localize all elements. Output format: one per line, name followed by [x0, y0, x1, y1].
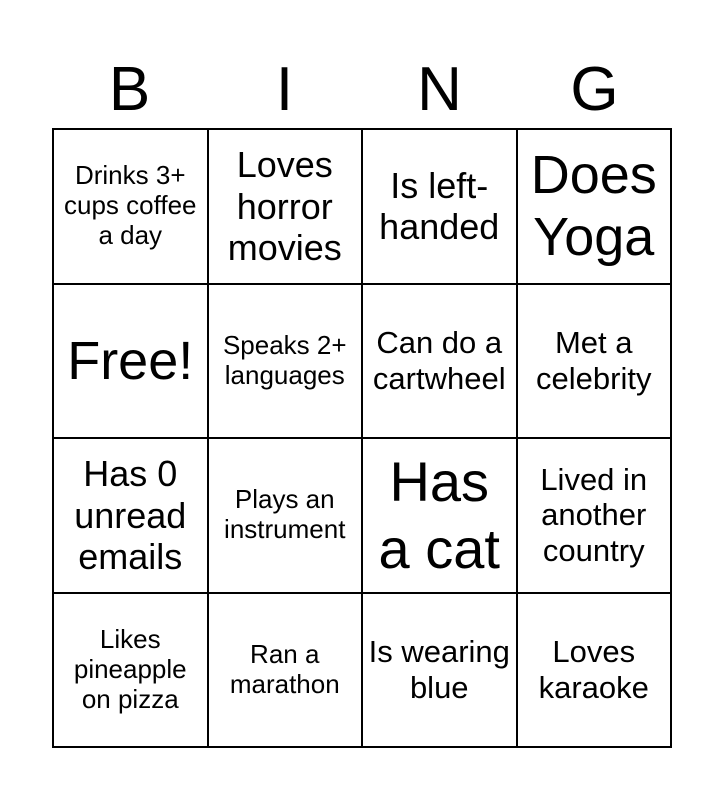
bingo-cell[interactable] [518, 594, 673, 749]
bingo-cell[interactable] [209, 594, 364, 749]
cell-text: Free! [67, 330, 194, 391]
bingo-cell[interactable] [518, 439, 673, 594]
bingo-cell[interactable] [363, 285, 518, 440]
bingo-cell[interactable] [54, 130, 209, 285]
bingo-header [52, 52, 672, 128]
bingo-cell[interactable] [209, 439, 364, 594]
bingo-cell[interactable] [363, 130, 518, 285]
cell-text: Drinks 3+ cups coffee a day [63, 160, 197, 251]
cell-text: Likes pineapple on pizza [73, 623, 187, 714]
bingo-cell[interactable] [518, 285, 673, 440]
bingo-cell[interactable] [209, 285, 364, 440]
bingo-card [52, 128, 672, 748]
cell-text: Met a celebrity [536, 325, 652, 396]
cell-text: Ran a marathon [229, 638, 340, 699]
cell-text: Loves horror movies [227, 144, 342, 268]
bingo-cell[interactable] [363, 439, 518, 594]
cell-text: Speaks 2+ languages [222, 329, 347, 390]
cell-text: Does Yoga [530, 145, 657, 268]
bingo-cell[interactable] [54, 594, 209, 749]
cell-text: Plays an instrument [224, 484, 346, 545]
bingo-cell[interactable] [209, 130, 364, 285]
bingo-cell[interactable] [54, 439, 209, 594]
header-letter-g: G [570, 55, 619, 124]
cell-text: Has 0 unread emails [74, 453, 187, 577]
bingo-cell[interactable] [363, 594, 518, 749]
bingo-cell[interactable] [518, 130, 673, 285]
cell-text: Is wearing blue [368, 634, 510, 705]
cell-text: Lived in another country [540, 461, 648, 569]
free-space-cell[interactable] [54, 285, 209, 440]
cell-text: Has a cat [378, 450, 500, 581]
header-letter-i: I [275, 55, 294, 124]
header-letter-n: N [417, 55, 462, 124]
header-letter-b: B [108, 55, 151, 124]
cell-text: Can do a cartwheel [372, 325, 506, 396]
cell-text: Loves karaoke [538, 634, 649, 705]
cell-text: Is left-handed [379, 164, 500, 248]
